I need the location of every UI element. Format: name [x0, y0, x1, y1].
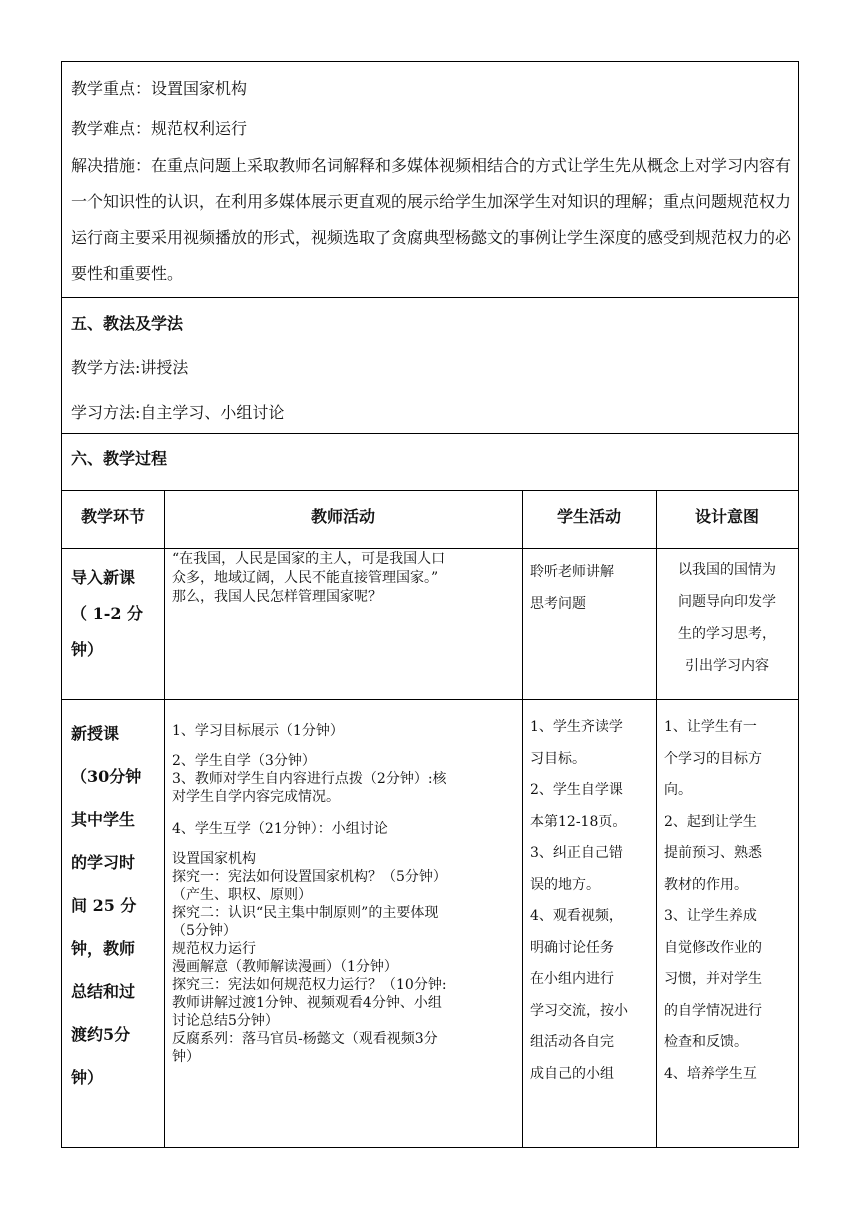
table-col-divider-2 — [522, 490, 523, 1148]
row2-stage-line: 的学习时 — [71, 853, 136, 872]
row2-teacher-line: 2、学生自学（3分钟） — [172, 753, 316, 769]
row2-teacher-line: 3、教师对学生自内容进行点拨（2分钟）:核 — [172, 771, 447, 787]
row2-stage-line: （30分钟 — [71, 767, 142, 786]
divider-process — [62, 490, 798, 491]
row2-intent-line: 4、培养学生互 — [664, 1065, 757, 1082]
row1-student-line: 聆听老师讲解 — [530, 564, 614, 580]
row2-stage-line: 新授课 — [71, 724, 120, 743]
row2-teacher-line: 探究二：认识“民主集中制原则”的主要体现 — [172, 905, 439, 921]
row1-teacher-line: 众多，地域辽阔，人民不能直接管理国家。” — [172, 570, 439, 586]
divider-table-header — [62, 548, 798, 549]
row2-teacher-line: 钟） — [172, 1049, 200, 1065]
row2-intent-line: 教材的作用。 — [664, 876, 748, 893]
row2-student — [530, 712, 628, 1090]
divider-row1 — [62, 699, 798, 700]
row2-intent-line: 个学习的目标方 — [664, 750, 762, 767]
row2-student-line: 3、纠正自己错 — [530, 845, 623, 861]
row2-student-line: 在小组内进行 — [530, 971, 614, 987]
row2-stage-line: 其中学生 — [71, 810, 136, 829]
header-teacher: 教师活动 — [310, 507, 375, 526]
row2-student-line: 1、学生齐读学 — [530, 719, 623, 735]
row1-student-line: 思考问题 — [530, 596, 586, 612]
row2-intent-line: 自觉修改作业的 — [664, 939, 762, 956]
divider-focus — [62, 297, 798, 298]
difficulty: 教学难点：规范权利运行 — [71, 119, 248, 138]
row1-stage — [71, 560, 143, 668]
row1-intent-line: 以我国的国情为 — [678, 562, 776, 578]
row1-intent-line: 引出学习内容 — [685, 658, 769, 674]
process-heading: 六、教学过程 — [71, 449, 168, 468]
learning-method: 学习方法:自主学习、小组讨论 — [71, 403, 285, 422]
row2-teacher-line: 4、学生互学（21分钟）：小组讨论 — [172, 821, 388, 837]
row1-teacher-line: 那么，我国人民怎样管理国家呢？ — [172, 589, 382, 605]
row2-teacher-line: 对学生自学内容完成情况。 — [172, 789, 340, 805]
row2-intent — [664, 712, 762, 1090]
row2-teacher-line: 探究一：宪法如何设置国家机构？（5分钟） — [172, 869, 447, 885]
methods-heading: 五、教法及学法 — [71, 314, 184, 333]
header-intent: 设计意图 — [694, 507, 759, 526]
key-point: 教学重点：设置国家机构 — [71, 79, 248, 98]
row2-student-line: 成自己的小组 — [530, 1065, 614, 1082]
row1-student — [530, 556, 614, 620]
row1-intent — [656, 554, 798, 682]
row2-teacher-line: 探究三：宪法如何规范权力运行？（10分钟: — [172, 977, 447, 993]
row2-student-line: 组活动各自完 — [530, 1034, 614, 1050]
divider-methods — [62, 433, 798, 434]
row2-intent-line: 向。 — [664, 782, 692, 798]
row2-student-line: 明确讨论任务 — [530, 939, 614, 956]
row1-intent-line: 问题导向印发学 — [678, 594, 776, 610]
row2-intent-line: 习惯，并对学生 — [664, 971, 762, 987]
row2-intent-line: 提前预习、熟悉 — [664, 845, 762, 861]
row2-teacher — [172, 722, 447, 1066]
row2-teacher-line: 设置国家机构 — [172, 851, 256, 867]
row2-stage-line: 渡约5分 — [71, 1025, 131, 1044]
row2-stage — [71, 712, 141, 1099]
row2-stage-line: 间 25 分 — [71, 896, 137, 915]
table-col-divider-1 — [164, 490, 165, 1148]
row2-stage-line: 钟） — [71, 1068, 104, 1087]
row2-intent-line: 1、让学生有一 — [664, 719, 757, 735]
row1-stage-line: （ 1-2 分 — [71, 604, 144, 623]
row2-student-line: 误的地方。 — [530, 876, 600, 893]
row2-student-line: 2、学生自学课 — [530, 782, 623, 798]
row2-student-line: 4、观看视频， — [530, 908, 623, 924]
row1-teacher-line: “在我国，人民是国家的主人，可是我国人口 — [172, 551, 446, 567]
row1-stage-line: 导入新课 — [71, 568, 136, 587]
header-stage: 教学环节 — [80, 507, 145, 526]
row2-student-line: 学习交流，按小 — [530, 1002, 628, 1019]
row2-teacher-line: （产生、职权、原则） — [172, 887, 312, 903]
header-student: 学生活动 — [556, 507, 621, 526]
row1-teacher — [172, 550, 445, 607]
row2-stage-line: 钟，教师 — [71, 939, 136, 958]
measures-paragraph: 解决措施：在重点问题上采取教师名词解释和多媒体视频相结合的方式让学生先从概念上对学习内容有一个知识性的认识，在利用多媒体展示更直观的展示给学生加深学生对知识的理解；重点问题规范权力运行商主要采用视频播放的形式，视频选取了贪腐典型杨懿文的事例让学生深度的感受到规范权力的必要性和重要性。 — [71, 156, 792, 283]
row2-teacher-line: 1、学习目标展示（1分钟） — [172, 723, 344, 739]
row2-teacher-line: （5分钟） — [172, 923, 237, 939]
row2-teacher-line: 规范权力运行 — [172, 941, 256, 957]
row2-student-line: 习目标。 — [530, 750, 586, 767]
row2-teacher-line: 反腐系列：落马官员-杨懿文（观看视频3分 — [172, 1031, 438, 1047]
row2-intent-line: 的自学情况进行 — [664, 1002, 762, 1019]
row2-intent-line: 检查和反馈。 — [664, 1034, 748, 1050]
row2-intent-line: 2、起到让学生 — [664, 813, 757, 830]
row2-student-line: 本第12-18页。 — [530, 813, 627, 830]
row1-stage-line: 钟） — [71, 640, 104, 659]
row2-teacher-line: 漫画解意（教师解读漫画）（1分钟） — [172, 959, 398, 975]
row2-stage-line: 总结和过 — [71, 982, 136, 1001]
row2-intent-line: 3、让学生养成 — [664, 908, 757, 924]
row2-teacher-line: 讨论总结5分钟） — [172, 1013, 279, 1029]
teaching-method: 教学方法:讲授法 — [71, 358, 189, 377]
row1-intent-line: 生的学习思考， — [678, 626, 776, 642]
row2-teacher-line: 教师讲解过渡1分钟、视频观看4分钟、小组 — [172, 995, 442, 1011]
